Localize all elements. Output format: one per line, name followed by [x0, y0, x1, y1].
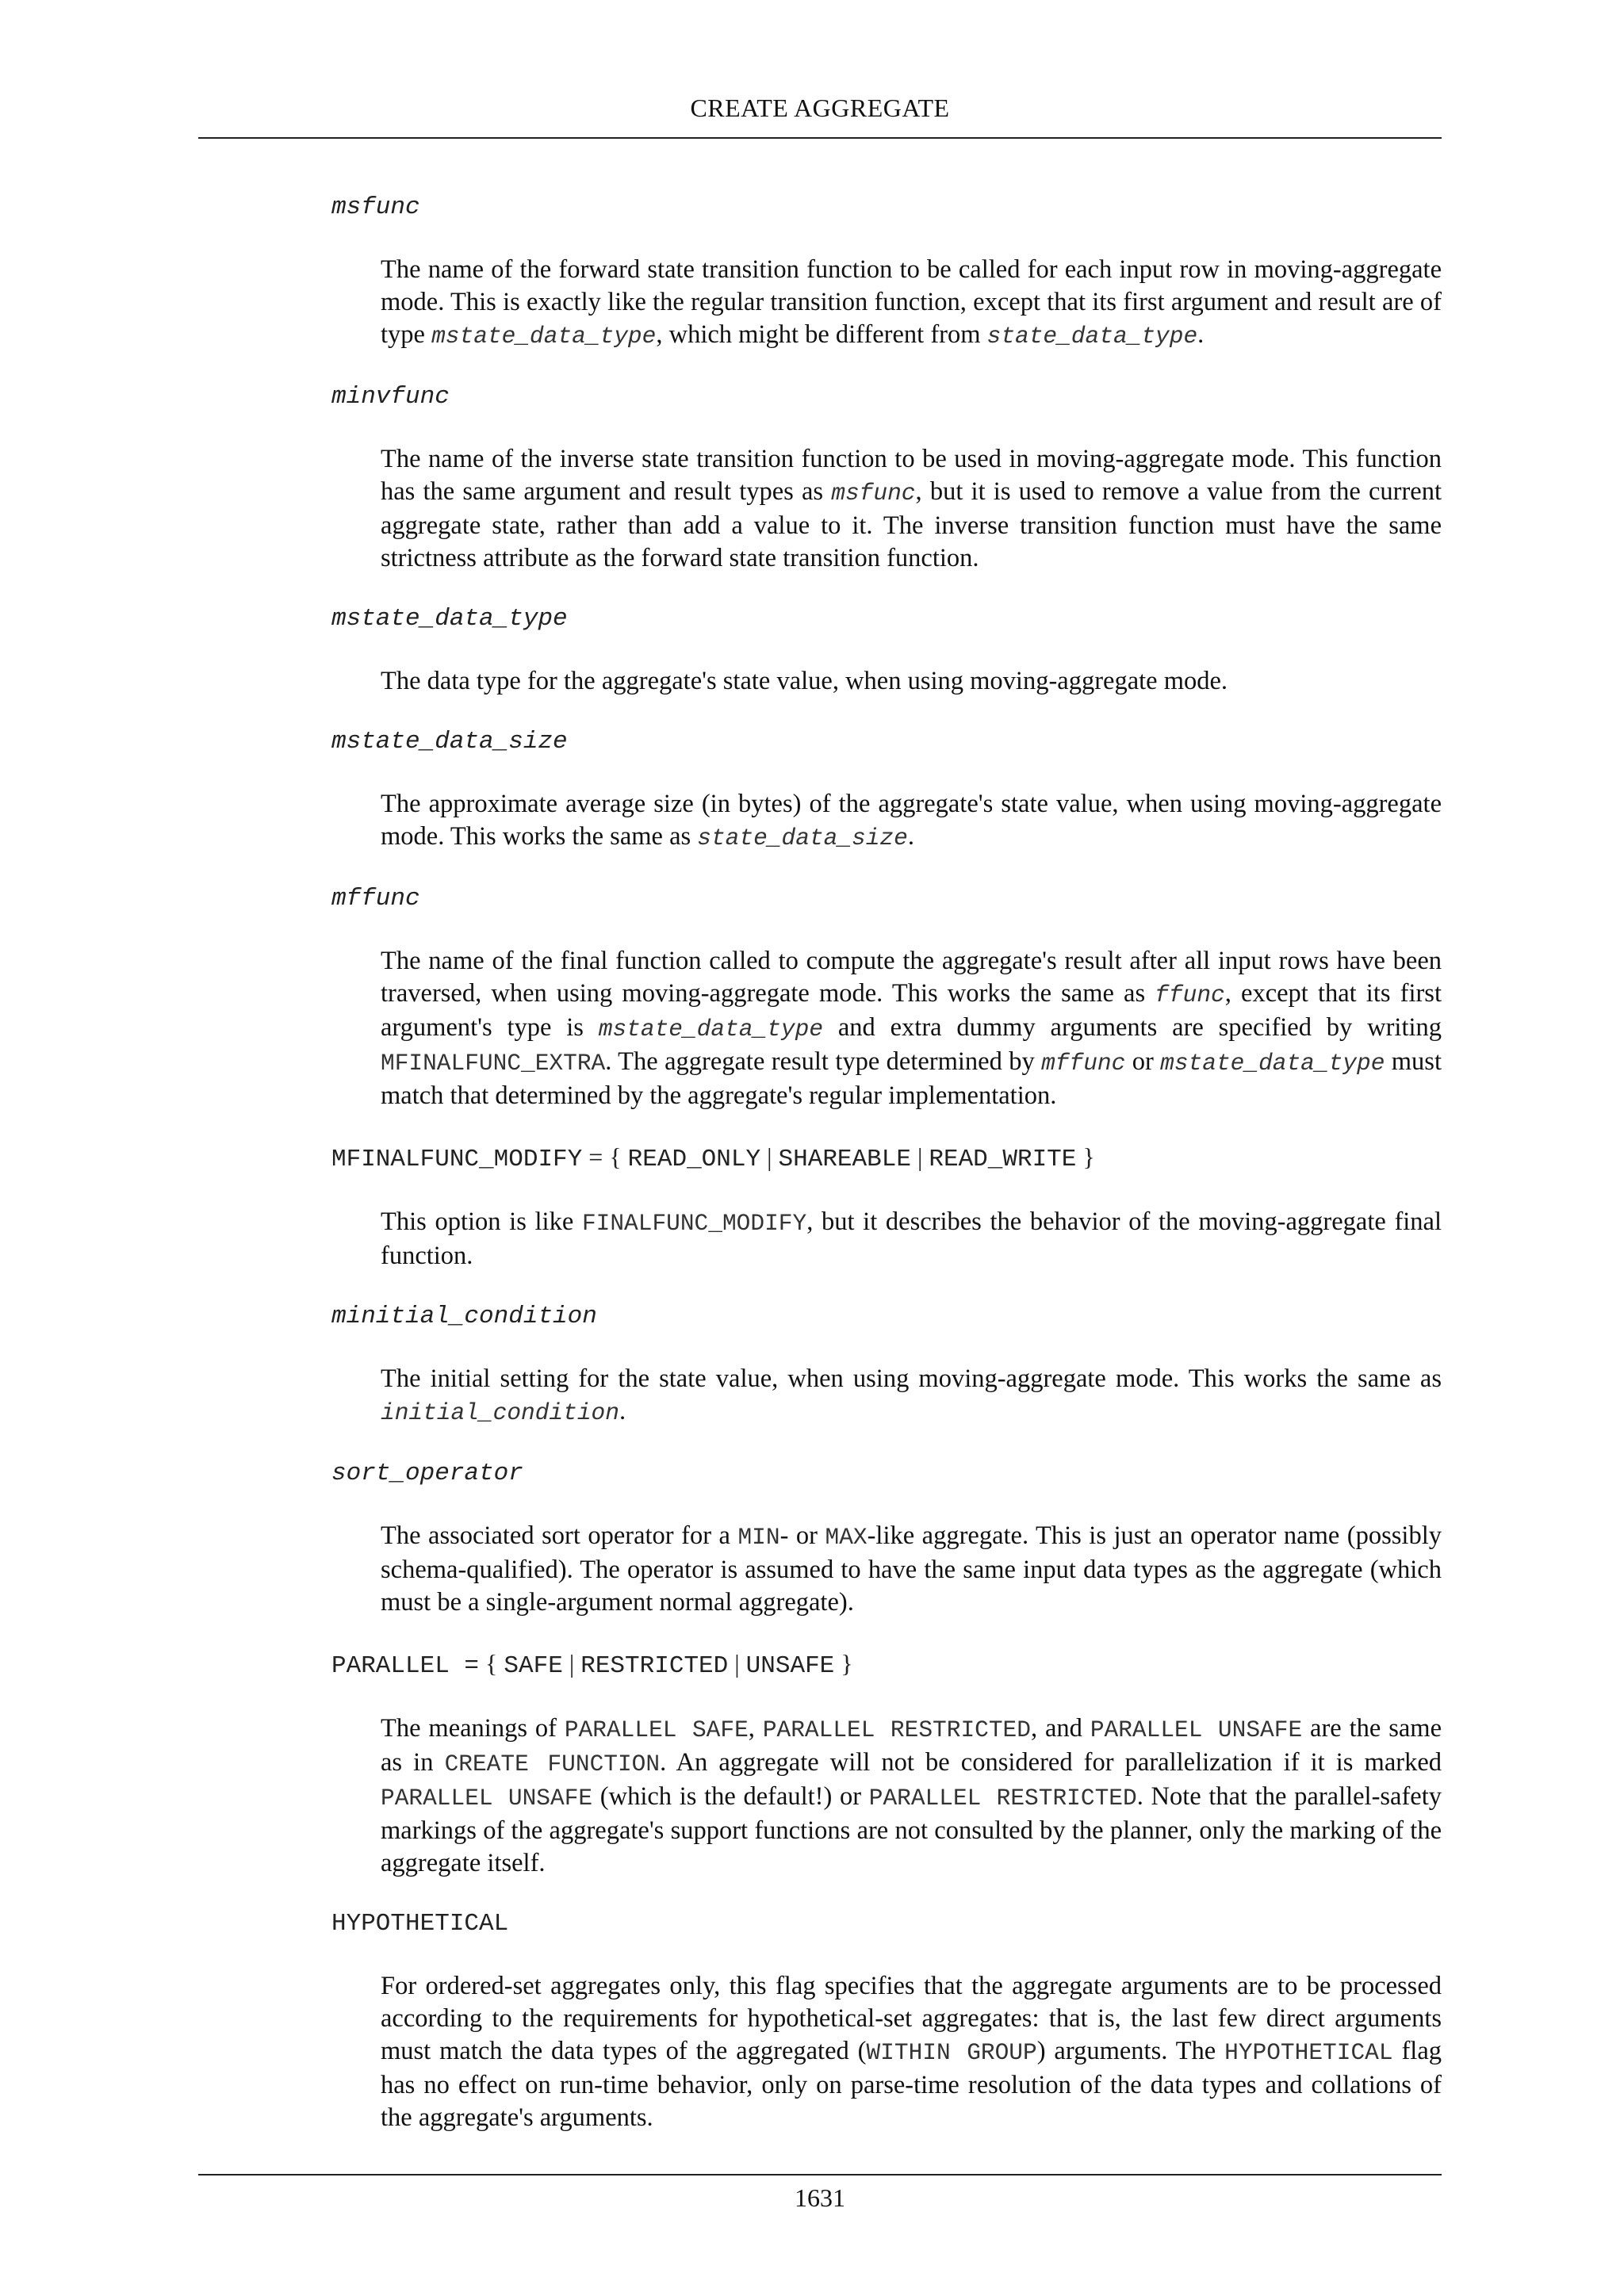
term-mffunc [331, 883, 1442, 915]
term-mstate-data-size [331, 726, 1442, 758]
code-literal: HYPOTHETICAL [1224, 2039, 1393, 2066]
code-literal: PARALLEL RESTRICTED [762, 1716, 1031, 1743]
code-term: msfunc [831, 480, 916, 507]
desc-text: are the same as in [381, 1714, 1442, 1777]
desc-text: (which is the default!) or [592, 1782, 869, 1811]
code-term: initial_condition [381, 1399, 619, 1426]
term-option: SHAREABLE [778, 1146, 911, 1173]
term-syntax: } [1076, 1142, 1095, 1171]
desc-text: , but it is used to remove a value from the current aggregate state, rather than add a value to it. The inverse transition function must have the same strictness attribute as the forward state transition function. [381, 477, 1442, 572]
parameter-list [331, 192, 1442, 2163]
desc-text: The initial setting for the state value, when using moving-aggregate mode. This works the same as [381, 1364, 1442, 1393]
header-rule [198, 137, 1442, 139]
code-term: state_data_size [697, 825, 908, 851]
code-literal: FINALFUNC_MODIFY [581, 1210, 807, 1237]
term-option: READ_ONLY [627, 1146, 761, 1173]
term-keyword: HYPOTHETICAL [331, 1910, 509, 1938]
desc-msfunc [381, 254, 1442, 353]
desc-text: -like aggregate. This is just an operator name (possibly schema-qualified). The operator is assumed to have the same input data types as the aggregate (which must be a single-argument normal aggregate). [381, 1521, 1442, 1617]
code-literal: PARALLEL UNSAFE [1090, 1716, 1303, 1743]
code-literal: MFINALFUNC_EXTRA [381, 1050, 606, 1077]
term-syntax: | [910, 1142, 929, 1171]
term-label: mffunc [331, 885, 420, 913]
term-minitial-condition [331, 1301, 1442, 1333]
desc-minitial-condition [381, 1363, 1442, 1429]
desc-text: must match that determined by the aggregate's regular implementation. [381, 1047, 1442, 1110]
term-label: sort_operator [331, 1460, 523, 1487]
term-parallel [331, 1647, 1442, 1682]
code-literal: PARALLEL UNSAFE [381, 1785, 593, 1812]
term-hypothetical [331, 1908, 1442, 1940]
code-term: mffunc [1041, 1050, 1126, 1077]
term-sort-operator [331, 1458, 1442, 1490]
desc-text: . [907, 822, 914, 851]
term-option: UNSAFE [745, 1652, 835, 1680]
desc-text: . The aggregate result type determined by [605, 1047, 1042, 1076]
desc-text: The meanings of [381, 1714, 565, 1743]
term-keyword: PARALLEL = [331, 1652, 480, 1680]
desc-text: The name of the forward state transition function to be called for each input row in moving-aggregate mode. This is exactly like the regular transition function, except that its first argument and result are of type [381, 255, 1442, 349]
term-label: minvfunc [331, 383, 450, 411]
page-number: 1631 [795, 2183, 845, 2212]
desc-minvfunc [381, 443, 1442, 575]
desc-text: The associated sort operator for a [381, 1521, 738, 1550]
code-term: state_data_type [986, 323, 1198, 350]
term-mstate-data-type [331, 603, 1442, 635]
code-literal: PARALLEL RESTRICTED [868, 1785, 1137, 1812]
desc-text: ) arguments. The [1036, 2037, 1225, 2065]
desc-text: - or [779, 1521, 825, 1550]
code-literal: WITHIN GROUP [866, 2039, 1037, 2066]
term-option: READ_WRITE [929, 1146, 1077, 1173]
desc-text: , and [1030, 1714, 1090, 1743]
desc-text: . [1197, 320, 1205, 349]
desc-mffunc [381, 945, 1442, 1112]
desc-text: , which might be different from [656, 320, 987, 349]
desc-text: and extra dummy arguments are specified by writing [823, 1013, 1442, 1042]
term-syntax: | [728, 1649, 746, 1678]
term-label: minitial_condition [331, 1303, 597, 1330]
desc-parallel [381, 1712, 1442, 1880]
footer-rule [198, 2174, 1442, 2175]
term-syntax: { [479, 1649, 504, 1678]
desc-text: , [748, 1714, 763, 1743]
term-label: mstate_data_type [331, 605, 568, 633]
page-header: CREATE AGGREGATE [690, 94, 950, 122]
desc-text: The name of the inverse state transition function to be used in moving-aggregate mode. This function has the same argument and result types as [381, 445, 1442, 506]
desc-text: . Note that the parallel-safety markings of the aggregate's support functions are not consulted by the planner, only the marking of the aggregate itself. [381, 1782, 1442, 1877]
desc-hypothetical [381, 1970, 1442, 2134]
code-literal: PARALLEL SAFE [564, 1716, 749, 1743]
desc-mfinalfunc-modify [381, 1206, 1442, 1272]
term-msfunc [331, 192, 1442, 224]
term-syntax: | [562, 1649, 581, 1678]
code-term: mstate_data_type [431, 323, 657, 350]
term-option: RESTRICTED [580, 1652, 729, 1680]
term-option: SAFE [504, 1652, 563, 1680]
term-label: msfunc [331, 193, 420, 221]
desc-mstate-data-type [381, 665, 1442, 698]
term-keyword: MFINALFUNC_MODIFY [331, 1146, 583, 1173]
code-term: mstate_data_type [1160, 1050, 1385, 1077]
term-syntax: = { [582, 1142, 628, 1171]
desc-text: or [1125, 1047, 1161, 1076]
desc-text: flag has no effect on run-time behavior, only on parse-time resolution of the data types and collations of the aggregate's arguments. [381, 2037, 1442, 2132]
desc-text: The approximate average size (in bytes) of the aggregate's state value, when using moving-aggregate mode. This works the same as [381, 790, 1442, 851]
code-literal: CREATE FUNCTION [444, 1751, 661, 1777]
term-label: mstate_data_size [331, 728, 568, 756]
code-term: mstate_data_type [598, 1016, 824, 1043]
code-term: ffunc [1155, 982, 1225, 1008]
desc-text: This option is like [381, 1207, 582, 1236]
desc-text: For ordered-set aggregates only, this flag specifies that the aggregate arguments are to be processed according to the requirements for hypothetical-set aggregates: that is, the last few direct arguments must match the data types of the aggregated ( [381, 1972, 1442, 2065]
desc-text: . An aggregate will not be considered for parallelization if it is marked [660, 1748, 1442, 1777]
term-syntax: } [834, 1649, 853, 1678]
desc-text: The name of the final function called to compute the aggregate's result after all input rows have been traversed, when using moving-aggregate mode. This works the same as [381, 947, 1442, 1008]
desc-text: , but it describes the behavior of the moving-aggregate final function. [381, 1207, 1442, 1270]
desc-sort-operator [381, 1520, 1442, 1619]
code-literal: MAX [825, 1524, 868, 1551]
code-literal: MIN [737, 1524, 780, 1551]
term-minvfunc [331, 381, 1442, 413]
desc-text: , except that its first argument's type is [381, 979, 1442, 1042]
desc-text: . [619, 1397, 626, 1425]
desc-mstate-data-size [381, 788, 1442, 855]
term-mfinalfunc-modify [331, 1141, 1442, 1176]
term-syntax: | [760, 1142, 779, 1171]
desc-text: The data type for the aggregate's state value, when using moving-aggregate mode. [381, 667, 1228, 695]
